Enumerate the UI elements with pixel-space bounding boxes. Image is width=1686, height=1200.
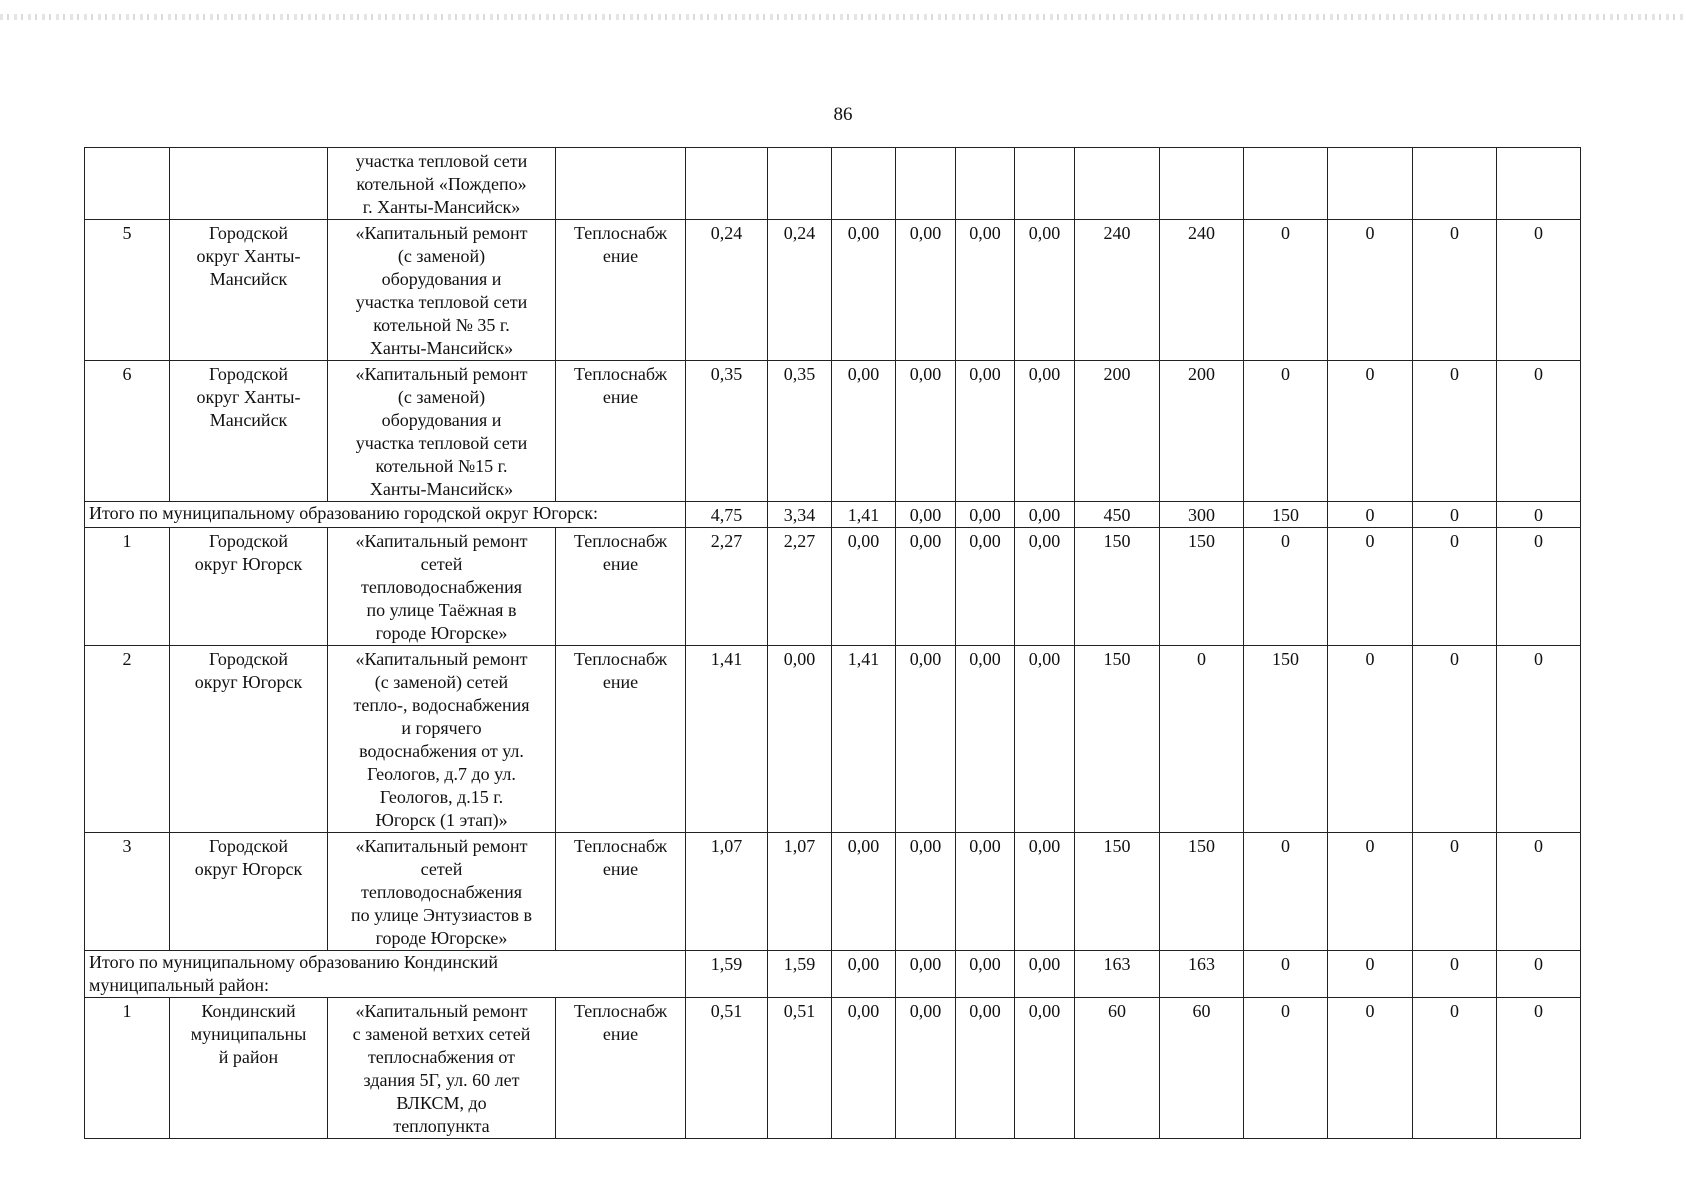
value-cell: 2,27: [768, 528, 832, 646]
value-cell: 0: [1328, 833, 1413, 951]
value-cell: 0: [1244, 833, 1328, 951]
value-cell: 1,41: [832, 502, 896, 528]
value-cell: 0: [1497, 646, 1581, 833]
value-cell: 0: [1328, 646, 1413, 833]
value-cell: 0,24: [768, 220, 832, 361]
value-cell: 0,00: [1015, 833, 1075, 951]
table-row: [85, 220, 1581, 361]
value-cell: [832, 148, 896, 220]
value-cell: 2,27: [686, 528, 768, 646]
value-cell: 1,07: [768, 833, 832, 951]
value-cell: 0,00: [896, 646, 956, 833]
value-cell: 0,00: [832, 528, 896, 646]
value-cell: 0,00: [832, 951, 896, 998]
value-cell: 0: [1160, 646, 1244, 833]
row-number-cell: 1: [85, 528, 170, 646]
value-cell: 163: [1075, 951, 1160, 998]
value-cell: 163: [1160, 951, 1244, 998]
value-cell: 0: [1328, 220, 1413, 361]
value-cell: 0,00: [956, 998, 1015, 1139]
value-cell: 1,59: [686, 951, 768, 998]
value-cell: 0: [1244, 998, 1328, 1139]
value-cell: [1015, 148, 1075, 220]
value-cell: 0,51: [686, 998, 768, 1139]
value-cell: 150: [1244, 502, 1328, 528]
value-cell: 0,00: [956, 646, 1015, 833]
table-row: [85, 998, 1581, 1139]
work-type-cell: Теплоснабж ение: [556, 220, 686, 361]
value-cell: 0,00: [832, 361, 896, 502]
row-number-cell: [85, 148, 170, 220]
value-cell: [1160, 148, 1244, 220]
work-type-cell: Теплоснабж ение: [556, 361, 686, 502]
value-cell: 0,24: [686, 220, 768, 361]
page-number: 86: [833, 104, 853, 125]
work-type-cell: [556, 148, 686, 220]
value-cell: 0,00: [896, 951, 956, 998]
value-cell: 0: [1413, 220, 1497, 361]
row-number-cell: 6: [85, 361, 170, 502]
value-cell: 0,00: [956, 502, 1015, 528]
value-cell: 0,00: [1015, 361, 1075, 502]
value-cell: 0,35: [768, 361, 832, 502]
value-cell: 0,00: [956, 220, 1015, 361]
value-cell: 0,00: [832, 220, 896, 361]
value-cell: 0: [1328, 951, 1413, 998]
value-cell: 150: [1160, 528, 1244, 646]
value-cell: 0: [1413, 528, 1497, 646]
value-cell: 1,59: [768, 951, 832, 998]
project-name-cell: «Капитальный ремонт (с заменой) оборудования и участка тепловой сети котельной № 35 г. Ханты-Мансийск»: [328, 220, 556, 361]
value-cell: 0,00: [1015, 220, 1075, 361]
value-cell: 0,00: [896, 528, 956, 646]
value-cell: 0,00: [1015, 502, 1075, 528]
row-number-cell: 2: [85, 646, 170, 833]
value-cell: 150: [1075, 528, 1160, 646]
municipality-cell: Городской округ Ханты- Мансийск: [170, 220, 328, 361]
value-cell: 1,41: [686, 646, 768, 833]
value-cell: 0,00: [832, 833, 896, 951]
table-row: [85, 646, 1581, 833]
value-cell: 0: [1244, 951, 1328, 998]
project-name-cell: «Капитальный ремонт (с заменой) сетей тепло-, водоснабжения и горячего водоснабжения от ул. Геологов, д.7 до ул. Геологов, д.15 г. Югорск (1 этап)»: [328, 646, 556, 833]
value-cell: 0: [1413, 502, 1497, 528]
value-cell: 0,00: [896, 220, 956, 361]
value-cell: 0: [1497, 361, 1581, 502]
value-cell: 0: [1328, 998, 1413, 1139]
value-cell: 450: [1075, 502, 1160, 528]
municipality-cell: Городской округ Югорск: [170, 646, 328, 833]
project-name-cell: «Капитальный ремонт (с заменой) оборудования и участка тепловой сети котельной №15 г. Ханты-Мансийск»: [328, 361, 556, 502]
value-cell: 0,00: [1015, 646, 1075, 833]
value-cell: 0,00: [896, 502, 956, 528]
value-cell: [1244, 148, 1328, 220]
value-cell: 0: [1413, 646, 1497, 833]
table-row: [85, 528, 1581, 646]
value-cell: [1328, 148, 1413, 220]
municipality-cell: Городской округ Югорск: [170, 528, 328, 646]
table-row: [85, 833, 1581, 951]
value-cell: 150: [1075, 833, 1160, 951]
municipality-cell: Кондинский муниципальны й район: [170, 998, 328, 1139]
value-cell: 0: [1328, 361, 1413, 502]
value-cell: [956, 148, 1015, 220]
value-cell: 0,00: [832, 998, 896, 1139]
project-name-cell: «Капитальный ремонт сетей тепловодоснабжения по улице Таёжная в городе Югорске»: [328, 528, 556, 646]
municipality-cell: [170, 148, 328, 220]
value-cell: 0,00: [896, 361, 956, 502]
row-number-cell: 5: [85, 220, 170, 361]
table-body: [85, 148, 1581, 1139]
value-cell: 240: [1160, 220, 1244, 361]
value-cell: 1,07: [686, 833, 768, 951]
value-cell: 200: [1160, 361, 1244, 502]
municipality-cell: Городской округ Югорск: [170, 833, 328, 951]
total-label-cell: Итого по муниципальному образованию городской округ Югорск:: [85, 502, 686, 528]
value-cell: 60: [1075, 998, 1160, 1139]
value-cell: 0: [1497, 220, 1581, 361]
value-cell: 1,41: [832, 646, 896, 833]
value-cell: 0: [1497, 998, 1581, 1139]
value-cell: 200: [1075, 361, 1160, 502]
value-cell: [1413, 148, 1497, 220]
value-cell: 0: [1497, 502, 1581, 528]
value-cell: 4,75: [686, 502, 768, 528]
value-cell: 0,00: [896, 998, 956, 1139]
project-name-cell: «Капитальный ремонт сетей тепловодоснабжения по улице Энтузиастов в городе Югорске»: [328, 833, 556, 951]
value-cell: [1497, 148, 1581, 220]
value-cell: 0: [1244, 220, 1328, 361]
value-cell: [1075, 148, 1160, 220]
value-cell: 0,00: [956, 833, 1015, 951]
value-cell: 0: [1413, 833, 1497, 951]
value-cell: 0,00: [896, 833, 956, 951]
row-number-cell: 3: [85, 833, 170, 951]
work-type-cell: Теплоснабж ение: [556, 998, 686, 1139]
value-cell: 0: [1413, 361, 1497, 502]
project-name-cell: «Капитальный ремонт с заменой ветхих сетей теплоснабжения от здания 5Г, ул. 60 лет ВЛКСМ, до теплопункта: [328, 998, 556, 1139]
total-row: [85, 502, 1581, 528]
work-type-cell: Теплоснабж ение: [556, 833, 686, 951]
value-cell: 3,34: [768, 502, 832, 528]
value-cell: 150: [1160, 833, 1244, 951]
value-cell: 0,00: [1015, 951, 1075, 998]
value-cell: 150: [1075, 646, 1160, 833]
total-row: [85, 951, 1581, 998]
value-cell: 0,00: [768, 646, 832, 833]
value-cell: 0: [1328, 502, 1413, 528]
total-label-cell: Итого по муниципальному образованию Кондинский муниципальный район:: [85, 951, 686, 998]
value-cell: 0,00: [956, 951, 1015, 998]
value-cell: 0: [1497, 833, 1581, 951]
value-cell: 0: [1328, 528, 1413, 646]
value-cell: [896, 148, 956, 220]
scan-artifact-line: [0, 14, 1686, 20]
value-cell: 240: [1075, 220, 1160, 361]
value-cell: 300: [1160, 502, 1244, 528]
value-cell: 0,00: [1015, 528, 1075, 646]
value-cell: 0: [1413, 998, 1497, 1139]
value-cell: [686, 148, 768, 220]
value-cell: 0: [1497, 951, 1581, 998]
value-cell: 0: [1497, 528, 1581, 646]
value-cell: 0,00: [956, 528, 1015, 646]
value-cell: 60: [1160, 998, 1244, 1139]
value-cell: 0,00: [956, 361, 1015, 502]
table-row: [85, 361, 1581, 502]
value-cell: 0,35: [686, 361, 768, 502]
project-name-cell: участка тепловой сети котельной «Пождепо» г. Ханты-Мансийск»: [328, 148, 556, 220]
work-type-cell: Теплоснабж ение: [556, 528, 686, 646]
value-cell: 0: [1244, 361, 1328, 502]
value-cell: [768, 148, 832, 220]
value-cell: 150: [1244, 646, 1328, 833]
municipality-cell: Городской округ Ханты- Мансийск: [170, 361, 328, 502]
table-row: [85, 148, 1581, 220]
value-cell: 0: [1413, 951, 1497, 998]
value-cell: 0: [1244, 528, 1328, 646]
work-type-cell: Теплоснабж ение: [556, 646, 686, 833]
program-table: [84, 147, 1581, 1139]
value-cell: 0,51: [768, 998, 832, 1139]
value-cell: 0,00: [1015, 998, 1075, 1139]
row-number-cell: 1: [85, 998, 170, 1139]
